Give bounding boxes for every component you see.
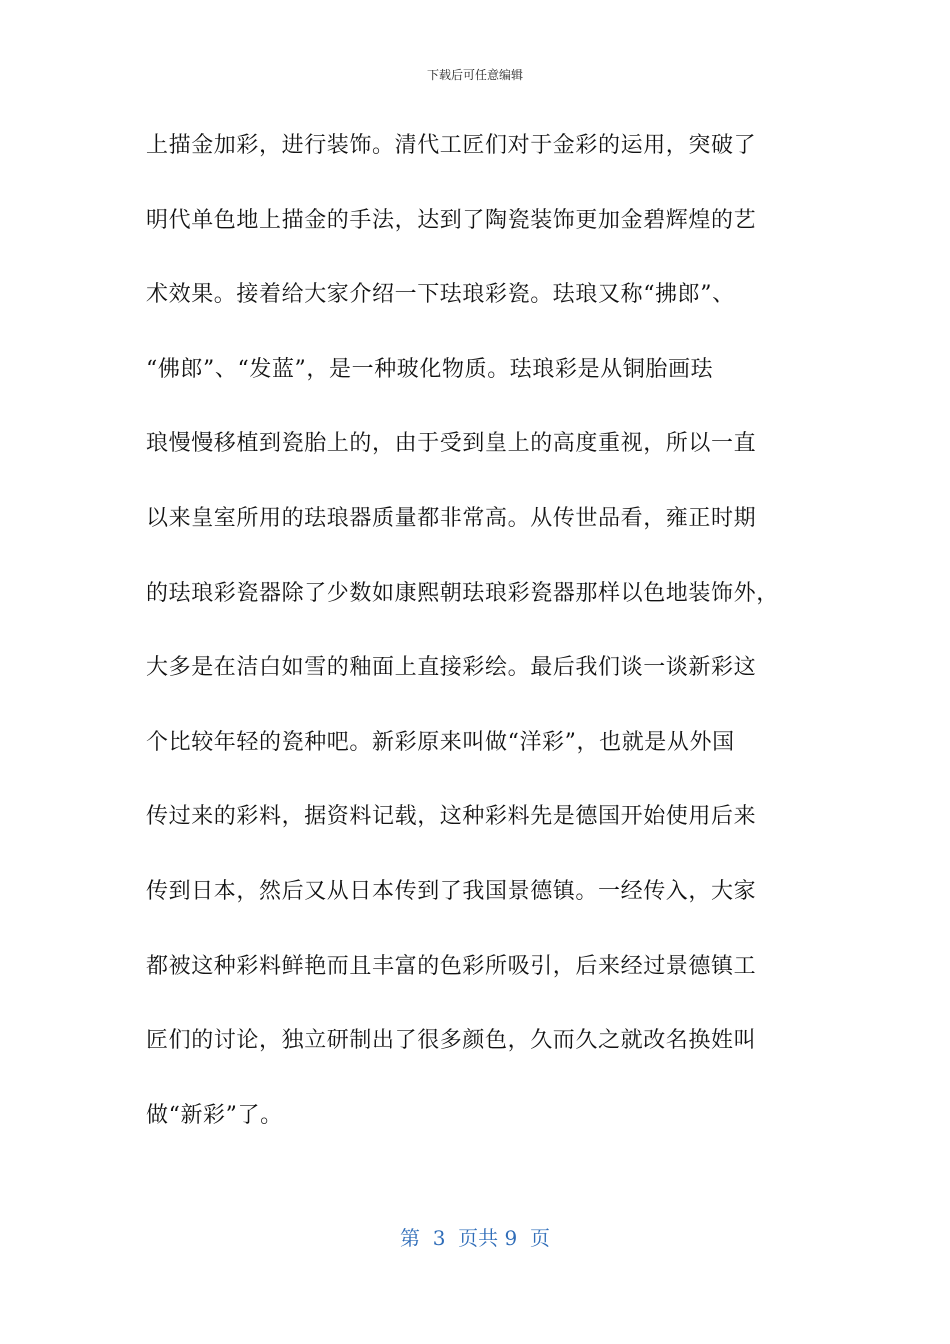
body-line: 个比较年轻的瓷种吧。新彩原来叫做“洋彩”，也就是从外国 [146,729,735,755]
body-line: 做“新彩”了。 [146,1102,283,1128]
body-line: 术效果。接着给大家介绍一下珐琅彩瓷。珐琅又称“拂郎”、 [146,282,735,308]
body-line: 的珐琅彩瓷器除了少数如康熙朝珐琅彩瓷器那样以色地装饰外， [146,580,779,606]
body-line: 传过来的彩料，据资料记载，这种彩料先是德国开始使用后来 [146,804,757,830]
body-line: 以来皇室所用的珐琅器质量都非常高。从传世品看，雍正时期 [146,505,757,531]
body-line: “佛郎”、“发蓝”，是一种玻化物质。珐琅彩是从铜胎画珐 [146,356,714,382]
body-line: 明代单色地上描金的手法，达到了陶瓷装饰更加金碧辉煌的艺 [146,207,757,233]
page-number-footer: 第 3 页共 9 页 [400,1226,550,1250]
body-line: 传到日本，然后又从日本传到了我国景德镇。一经传入，大家 [146,878,757,904]
body-line: 匠们的讨论，独立研制出了很多颜色，久而久之就改名换姓叫 [146,1028,757,1054]
body-line: 上描金加彩，进行装饰。清代工匠们对于金彩的运用，突破了 [146,133,757,158]
body-line: 琅慢慢移植到瓷胎上的，由于受到皇上的高度重视，所以一直 [146,431,757,457]
page-header-note: 下载后可任意编辑 [426,68,523,82]
body-line: 大多是在洁白如雪的釉面上直接彩绘。最后我们谈一谈新彩这 [146,655,757,681]
body-line: 都被这种彩料鲜艳而且丰富的色彩所吸引，后来经过景德镇工 [146,953,757,979]
document-body [146,126,816,1170]
